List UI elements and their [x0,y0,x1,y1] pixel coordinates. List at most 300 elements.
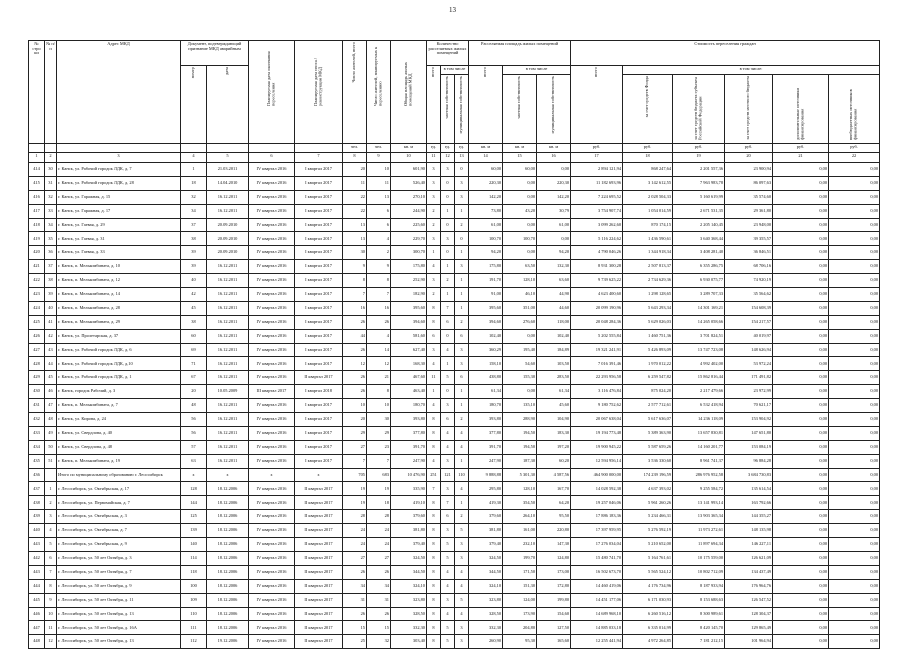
table-cell: г. Канск, ул. Пролетарская, д. 37 [57,329,181,343]
table-cell: 9 739 625,22 [571,274,623,288]
table-cell: 16.12.2011 [207,371,249,385]
table-cell: 1 [455,246,469,260]
table-cell: 47 [45,399,57,413]
table-cell: 3 [441,524,455,538]
table-cell: 26 [343,565,367,579]
table-cell: 3 [455,538,469,552]
table-cell: 393,80 [391,413,427,427]
table-cell: 146 227,11 [725,538,773,552]
table-cell: 3 [441,163,455,177]
table-cell: 394,60 [469,315,503,329]
table-cell: 29 [343,426,367,440]
table-cell: г. Лесосибирск, ул. 50 лет Октября, д. 9 [57,579,181,593]
table-cell: 172,80 [537,579,571,593]
table-cell: IV квартал 2016 [249,426,295,440]
table-cell: 16.12.2011 [207,288,249,302]
table-cell: 0 [441,246,455,260]
table-cell: 30 [367,413,391,427]
table-cell: 5 301,30 [503,468,537,482]
table-cell: 414 [29,163,45,177]
table-cell: 4 [455,565,469,579]
table-cell: 2 671 531,35 [673,204,725,218]
table-cell: 0,00 [829,635,880,649]
table-cell: 19 900 945,22 [571,440,623,454]
column-number-cell: 11 [427,153,441,163]
table-cell: 26 [367,565,391,579]
table-cell: 0,00 [829,607,880,621]
table-cell: 332,30 [391,621,427,635]
table-cell: 94,20 [469,246,503,260]
table-cell: IV квартал 2016 [249,524,295,538]
table-cell: 3 [441,232,455,246]
table-row [29,510,880,524]
table-cell: 18.12.2006 [207,538,249,552]
table-cell: 3 [45,510,57,524]
table-cell: I квартал 2017 [295,163,343,177]
header-area-incl: в том числе [503,66,571,75]
table-cell: 2 734 629,36 [623,274,673,288]
table-cell: 151,30 [503,579,537,593]
table-row [29,371,880,385]
header-rooms-total: всего [427,66,441,144]
table-cell: 324,10 [469,579,503,593]
table-cell: IV квартал 2016 [249,607,295,621]
table-cell: 0,00 [773,399,829,413]
table-row [29,565,880,579]
table-cell: 163 792,66 [725,496,773,510]
table-cell: I квартал 2017 [295,413,343,427]
table-cell: 5 210 652,00 [623,538,673,552]
table-cell: 1 [455,204,469,218]
table-cell: 5 234 466,31 [623,510,673,524]
table-cell: 204,80 [503,621,537,635]
table-cell: 1 970 012,22 [623,357,673,371]
table-body [29,163,880,649]
table-cell: 6 [455,329,469,343]
table-cell: 15 862 816,44 [673,371,725,385]
table-cell: IV квартал 2016 [249,510,295,524]
table-cell: 16.12.2011 [207,274,249,288]
table-cell: 335,90 [391,482,427,496]
table-cell: 0,00 [773,343,829,357]
table-cell: 0,00 [773,176,829,190]
table-cell: 199,70 [503,551,537,565]
table-cell: 5 [455,593,469,607]
table-cell: 3 [427,163,441,177]
table-cell: 420 [29,246,45,260]
table-cell: 416 [29,190,45,204]
table-cell: II квартал 2017 [295,593,343,607]
header-cost: Стоимость переселения граждан [571,41,880,66]
table-cell: 36 [45,246,57,260]
table-cell: 7 [441,301,455,315]
unit-cell: руб. [623,144,673,153]
header-total-area: Общая площадь жилых помещений МКД [391,41,427,144]
table-cell: 35 564,62 [725,288,773,302]
table-cell: 161,00 [503,524,537,538]
table-cell: 16.12.2011 [207,190,249,204]
table-cell: 0,00 [773,413,829,427]
table-cell: 381,80 [469,524,503,538]
table-cell: 0,00 [829,301,880,315]
table-cell: 102,40 [469,329,503,343]
table-cell: 437 [29,482,45,496]
table-cell: 21 [367,371,391,385]
table-cell: IV квартал 2016 [249,482,295,496]
table-cell: 5 [441,538,455,552]
table-cell: 39 [45,288,57,302]
table-cell: 344,50 [391,565,427,579]
table-cell: 379,60 [469,510,503,524]
table-cell: 0,00 [829,343,880,357]
table-cell: 42 [45,329,57,343]
table-cell: x [181,468,207,482]
table-row [29,357,880,371]
header-document: Документ, подтверждающий признание МКД аварийным [181,41,249,66]
table-cell: 165,60 [537,635,571,649]
table-cell: 8 [427,621,441,635]
table-cell: г. Канск, городок Рабочий, д. 3 [57,385,181,399]
table-cell: 3 [455,260,469,274]
header-cost-fund: за счет средств Фонда [623,75,673,144]
table-cell: 3 [455,357,469,371]
table-cell: 14 689 968,10 [571,607,623,621]
table-cell: 0,00 [503,329,537,343]
table-cell: 46,10 [503,288,537,302]
table-cell: 1 [455,288,469,302]
table-cell: 0,00 [829,579,880,593]
table-cell: 154 217,57 [725,315,773,329]
table-cell: 3 754 907,74 [571,204,623,218]
table-cell: 32 [181,190,207,204]
table-cell: 11 [45,621,57,635]
table-cell: 3 701 824,51 [673,329,725,343]
table-cell: 17 276 034,04 [571,538,623,552]
header-doc-number: номер [181,66,207,144]
table-cell: IV квартал 2016 [249,454,295,468]
table-cell: 154 608,39 [725,301,773,315]
table-cell: 295,80 [469,482,503,496]
table-cell: 3 [441,482,455,496]
table-cell: 1 [427,246,441,260]
table-cell: 9 [343,260,367,274]
column-number-cell: 1 [29,153,45,163]
table-cell: 153 084,19 [725,440,773,454]
table-cell: 60,00 [469,163,503,177]
table-row [29,538,880,552]
table-cell: 432 [29,413,45,427]
table-cell: x [207,468,249,482]
table-cell: 0,00 [773,538,829,552]
table-cell: 16.12.2011 [207,440,249,454]
table-cell: 283,50 [537,371,571,385]
table-cell: 6 [427,329,441,343]
table-cell: 427 [29,343,45,357]
table-cell: 36 846,51 [725,246,773,260]
table-cell: 0,00 [773,274,829,288]
table-cell: 175,80 [469,260,503,274]
table-cell: 0,00 [773,579,829,593]
column-number-row [29,153,880,163]
table-cell: 421 [29,260,45,274]
table-cell: 64,20 [537,496,571,510]
table-cell: г. Канск, ул. Рабочий городок ЛДК, д. 1 [57,371,181,385]
table-cell: 0,00 [829,524,880,538]
column-number-cell: 13 [455,153,469,163]
table-cell: г. Лесосибирск, ул. 50 лет Октября, д. 3 [57,551,181,565]
table-row [29,260,880,274]
table-cell: 2 [427,204,441,218]
table-cell: г. Канск, п. Мелькомбината, д. 14 [57,288,181,302]
table-cell: 40 [45,301,57,315]
table-cell: I квартал 2017 [295,204,343,218]
table-cell: г. Лесосибирск, ул. 50 лет Октября, д. 13 [57,635,181,649]
table-cell: 20 [343,163,367,177]
table-cell: 418 [29,218,45,232]
table-cell: IV квартал 2016 [249,579,295,593]
table-cell: 10 [45,607,57,621]
table-cell: 112 [181,635,207,649]
table-cell: 60 [181,329,207,343]
table-cell: 431 [29,399,45,413]
table-cell: 69 [181,343,207,357]
table-cell: 13 657 830,81 [673,426,725,440]
table-cell: 6 [45,551,57,565]
table-cell: 8 [427,413,441,427]
table-cell: 10 [367,399,391,413]
table-cell: 5 565 524,12 [623,565,673,579]
table-cell: 60,00 [503,163,537,177]
table-cell: 147,30 [537,538,571,552]
table-cell: 324,50 [469,551,503,565]
table-cell: 1 [441,260,455,274]
table-row [29,190,880,204]
table-cell: I квартал 2017 [295,440,343,454]
table-cell: 379,60 [391,510,427,524]
table-cell: 1 [441,357,455,371]
unit-cell [181,144,207,153]
table-cell: 4 [441,426,455,440]
resettlement-table [28,40,880,649]
table-cell: 197,20 [537,440,571,454]
table-cell: 0,00 [773,218,829,232]
table-cell: 7 [427,482,441,496]
table-cell: 34 [45,218,57,232]
table-cell: 2 [455,218,469,232]
table-cell: 13 903 365,34 [673,510,725,524]
table-cell: 252,90 [391,274,427,288]
table-cell: 4 [455,607,469,621]
table-cell: 6 259 547,82 [623,371,673,385]
table-cell: 16 502 673,70 [571,565,623,579]
table-cell: 4 [455,426,469,440]
table-cell: 3 [455,621,469,635]
table-cell: 0,00 [503,385,537,399]
table-cell: 148 135,98 [725,524,773,538]
table-cell: 442 [29,551,45,565]
table-row [29,621,880,635]
table-cell: 868 247,64 [623,163,673,177]
table-cell: 4 [455,482,469,496]
table-row [29,246,880,260]
table-cell: г. Канск, ул. Рабочий городок ЛДК, д. 6 [57,343,181,357]
table-cell: 2 [367,246,391,260]
table-cell: 100,70 [469,232,503,246]
table-cell: 68 706,16 [725,260,773,274]
table-cell: 20 [343,413,367,427]
table-cell: 5 587 659,26 [623,440,673,454]
table-cell: 29 361,80 [725,204,773,218]
table-cell: 70 621,17 [725,399,773,413]
table-cell: г. Лесосибирск, ул. 50 лет Октября, д. 11 [57,593,181,607]
table-cell: 395,60 [469,301,503,315]
table-cell: 13 141 993,14 [673,496,725,510]
table-cell: 5 629 026,03 [623,315,673,329]
table-cell: 39 355,57 [725,232,773,246]
header-rooms-municipal: муниципальная собственность [455,75,469,144]
table-cell: IV квартал 2016 [249,371,295,385]
table-cell: 155,30 [503,371,537,385]
table-cell: 6 [367,204,391,218]
table-cell: 102,40 [537,329,571,343]
table-cell: 601,90 [391,163,427,177]
table-cell: 182,90 [391,288,427,302]
table-cell: 20 067 638,04 [571,413,623,427]
table-cell: г. Канск, ул. Гаевая, д. 31 [57,232,181,246]
table-cell: 2 [427,218,441,232]
table-cell: 8 300 989,61 [673,607,725,621]
table-cell: 3 640 368,44 [673,232,725,246]
table-cell: 1 [45,482,57,496]
table-cell: 4 637 393,02 [623,482,673,496]
table-cell: IV квартал 2016 [249,301,295,315]
table-cell: I квартал 2017 [295,190,343,204]
table-cell: 34 [181,204,207,218]
table-cell: 171,50 [503,565,537,579]
table-cell: 1 344 918,34 [623,246,673,260]
table-cell: 9 888,88 [469,468,503,482]
table-cell: 0,00 [773,496,829,510]
table-cell: 232,10 [503,538,537,552]
table-cell: 0,00 [829,538,880,552]
table-cell: 29 [367,426,391,440]
table-cell: 5 202 555,84 [571,329,623,343]
table-cell: 4 587,56 [537,468,571,482]
table-cell: 23 [367,440,391,454]
table-cell: 0,00 [829,468,880,482]
table-cell: 0,00 [829,551,880,565]
table-cell: 0,00 [773,204,829,218]
table-cell: 16.12.2011 [207,357,249,371]
table-cell: 50 [45,440,57,454]
table-cell: 8 [367,274,391,288]
table-cell: 127,50 [537,621,571,635]
table-cell: I квартал 2017 [295,260,343,274]
table-cell: 11 [367,176,391,190]
table-cell: 35 [45,232,57,246]
table-cell: 38 [45,274,57,288]
table-cell: 175,80 [391,260,427,274]
table-row [29,454,880,468]
table-cell: I квартал 2017 [295,426,343,440]
table-cell: IV квартал 2016 [249,635,295,649]
table-cell: 0,00 [829,315,880,329]
table-cell: г. Канск, ул. Гаражная, д. 17 [57,204,181,218]
table-cell: 419 [29,232,45,246]
table-cell: 184,89 [537,343,571,357]
table-cell: 2 [455,510,469,524]
table-cell: IV квартал 2016 [249,357,295,371]
table-cell: 3 [455,190,469,204]
table-cell: г. Лесосибирск, ул. 50 лет Октября, д. 16А [57,621,181,635]
table-cell: 5 [441,551,455,565]
table-cell: 0,00 [773,510,829,524]
table-cell: 3 684 730,83 [725,468,773,482]
table-cell: 114 [181,551,207,565]
table-cell: IV квартал 2016 [249,246,295,260]
table-cell: 7 [343,288,367,302]
table-cell: 8 [427,538,441,552]
table-cell: 5 [441,635,455,649]
table-cell: 24 [367,524,391,538]
table-cell: 1 [455,301,469,315]
table-cell: 2 [455,413,469,427]
table-cell: 0,00 [829,621,880,635]
table-cell: 0,00 [773,593,829,607]
table-cell: г. Лесосибирск, ул. Октябрьская, д. 7 [57,524,181,538]
table-cell: I квартал 2017 [295,274,343,288]
table-cell: 27 [343,440,367,454]
column-number-cell: 15 [503,153,537,163]
table-cell: 173,90 [503,607,537,621]
table-cell: 448 [29,635,45,649]
table-cell: 1 [455,385,469,399]
table-cell: 35 574,60 [725,190,773,204]
table-cell: 0,00 [829,176,880,190]
table-cell: 7 963 983,78 [673,176,725,190]
table-cell: 8 [343,274,367,288]
table-cell: 444 [29,579,45,593]
table-cell: 2 217 479,66 [673,385,725,399]
table-cell: 24 [367,538,391,552]
table-cell: 37 [181,218,207,232]
table-cell: 0,00 [773,426,829,440]
table-cell: 46 [45,385,57,399]
table-cell: 91,00 [469,288,503,302]
table-cell: II квартал 2017 [295,510,343,524]
table-cell: 153 904,92 [725,413,773,427]
table-cell: 171 491,82 [725,371,773,385]
table-cell: 24 [343,524,367,538]
table-cell: 26 [343,343,367,357]
table-cell: 38 [181,232,207,246]
table-cell: 1 054 014,59 [623,204,673,218]
table-cell: 220,30 [537,176,571,190]
table-cell: 18 [367,496,391,510]
column-number-cell: 8 [343,153,367,163]
table-cell: 377,80 [391,426,427,440]
table-cell: 354,50 [503,496,537,510]
table-cell: 16.12.2011 [207,426,249,440]
table-cell: 31 [367,593,391,607]
table-cell: 5 426 893,09 [623,343,673,357]
table-cell: 0,00 [829,232,880,246]
table-cell: 4 992 402,00 [673,357,725,371]
unit-cell: ед. [427,144,441,153]
table-cell: 16 [343,301,367,315]
table-cell: 26 [367,315,391,329]
table-cell: 26 [343,315,367,329]
